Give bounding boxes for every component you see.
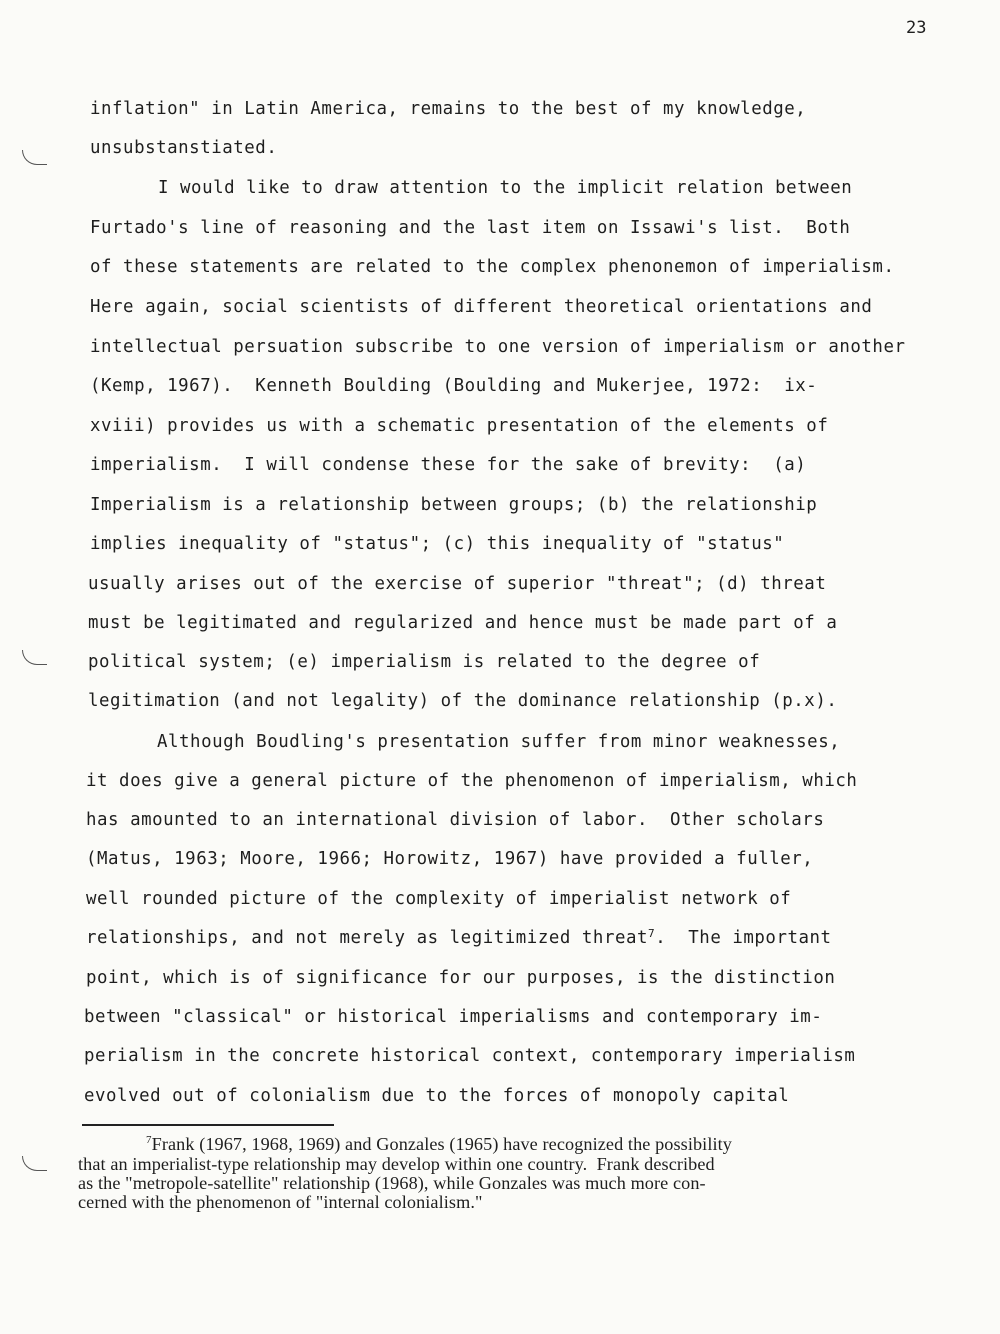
body-line: must be legitimated and regularized and hence must be made part of a xyxy=(88,613,838,633)
body-line-text: . The important xyxy=(655,928,832,948)
footnote-rule xyxy=(82,1124,334,1126)
body-line: intellectual persuation subscribe to one version of imperialism or another xyxy=(90,337,906,357)
body-line xyxy=(86,927,832,949)
body-line: point, which is of significance for our purposes, is the distinction xyxy=(86,968,836,988)
body-line: implies inequality of "status"; (c) this inequality of "status" xyxy=(90,534,785,554)
body-line: unsubstanstiated. xyxy=(90,138,278,158)
body-line: it does give a general picture of the phenomenon of imperialism, which xyxy=(86,771,858,791)
body-line: usually arises out of the exercise of superior "threat"; (d) threat xyxy=(88,574,827,594)
body-line: well rounded picture of the complexity of imperialist network of xyxy=(86,889,792,909)
body-line: xviii) provides us with a schematic presentation of the elements of xyxy=(90,416,829,436)
body-line: (Matus, 1963; Moore, 1966; Horowitz, 1967) have provided a fuller, xyxy=(86,849,814,869)
body-line: political system; (e) imperialism is related to the degree of xyxy=(88,652,761,672)
body-line: Imperialism is a relationship between groups; (b) the relationship xyxy=(90,495,818,515)
footnote-reference: 7 xyxy=(648,927,656,940)
page-number: 23 xyxy=(906,18,927,38)
footnote-line: cerned with the phenomenon of "internal colonialism." xyxy=(78,1192,483,1212)
footnote-line: that an imperialist-type relationship may develop within one country. Frank described xyxy=(78,1154,715,1174)
body-line: Here again, social scientists of different theoretical orientations and xyxy=(90,297,873,317)
body-line-text: relationships, and not merely as legitimized threat xyxy=(86,928,649,948)
footnote-text: Frank (1967, 1968, 1969) and Gonzales (1965) have recognized the possibility xyxy=(151,1134,732,1154)
body-line: imperialism. I will condense these for the sake of brevity: (a) xyxy=(90,455,807,475)
body-line: evolved out of colonialism due to the forces of monopoly capital xyxy=(84,1086,790,1106)
body-line: Furtado's line of reasoning and the last item on Issawi's list. Both xyxy=(90,218,851,238)
footnote-marker: 7 xyxy=(146,1134,152,1146)
footnote-line: as the "metropole-satellite" relationship (1968), while Gonzales was much more con- xyxy=(78,1173,706,1193)
body-line: Although Boudling's presentation suffer from minor weaknesses, xyxy=(157,732,841,752)
body-line: perialism in the concrete historical context, contemporary imperialism xyxy=(84,1046,856,1066)
body-line: has amounted to an international division of labor. Other scholars xyxy=(86,810,825,830)
body-line: inflation" in Latin America, remains to the best of my knowledge, xyxy=(90,99,807,119)
hole-mark xyxy=(22,1156,47,1171)
body-line: of these statements are related to the complex phenonemon of imperialism. xyxy=(90,257,895,277)
body-line: (Kemp, 1967). Kenneth Boulding (Boulding and Mukerjee, 1972: ix- xyxy=(90,376,818,396)
body-line: I would like to draw attention to the implicit relation between xyxy=(158,178,853,198)
body-line: between "classical" or historical imperialisms and contemporary im- xyxy=(84,1007,823,1027)
body-line: legitimation (and not legality) of the dominance relationship (p.x). xyxy=(88,691,838,711)
footnote-line xyxy=(146,1135,732,1154)
